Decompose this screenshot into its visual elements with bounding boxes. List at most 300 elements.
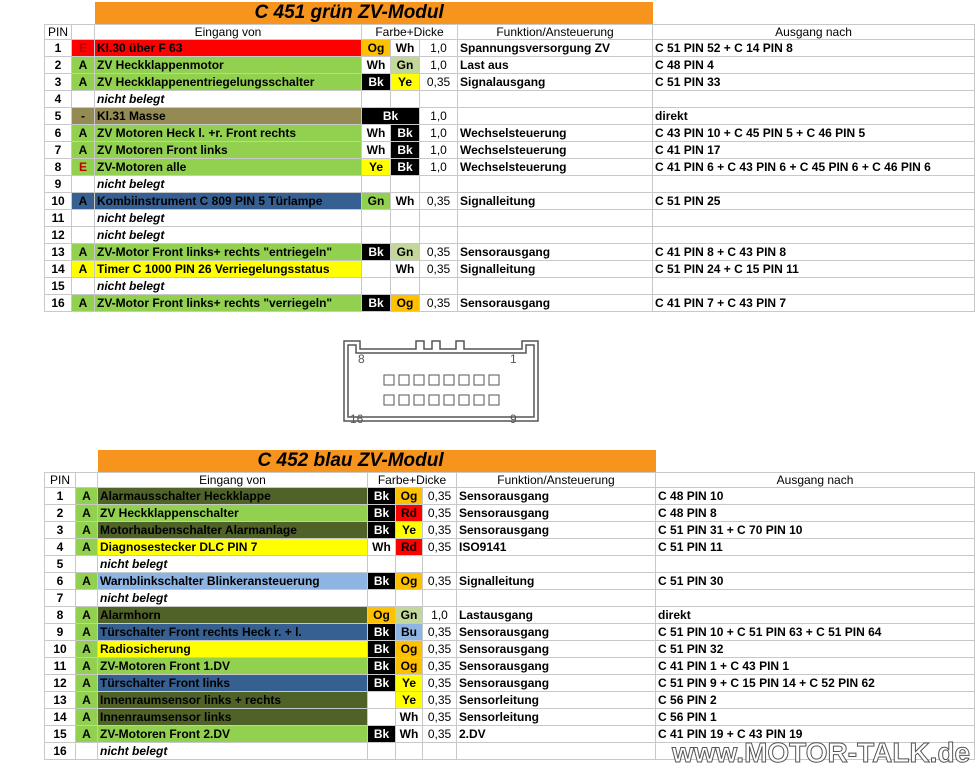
color1-cell: [368, 692, 396, 709]
color1-cell: [368, 590, 396, 607]
function-cell: [458, 91, 653, 108]
function-cell: [457, 743, 656, 760]
function-cell: Wechselsteuerung: [458, 125, 653, 142]
color2-cell: Ye: [396, 522, 423, 539]
pin-number: 5: [45, 556, 76, 573]
table-row: [45, 159, 975, 176]
color1-cell: Og: [368, 607, 396, 624]
pin-number: 11: [45, 210, 72, 227]
pin-number: 12: [45, 675, 76, 692]
description-cell: Warnblinkschalter Blinkeransteuerung: [98, 573, 368, 590]
description-cell: Innenraumsensor links + rechts: [98, 692, 368, 709]
function-cell: Sensorausgang: [458, 295, 653, 312]
thickness-cell: 0,35: [420, 244, 458, 261]
direction-cell: A: [72, 142, 95, 159]
table-row: [45, 624, 975, 641]
pin-number: 6: [45, 573, 76, 590]
c451-table: [44, 2, 975, 312]
color2-cell: Ye: [396, 692, 423, 709]
output-cell: C 41 PIN 19 + C 43 PIN 19: [656, 726, 975, 743]
thickness-cell: 0,35: [423, 658, 457, 675]
function-cell: Wechselsteuerung: [458, 142, 653, 159]
output-cell: C 41 PIN 6 + C 43 PIN 6 + C 45 PIN 6 + C 46 PIN 6: [653, 159, 975, 176]
pin-number: 8: [45, 159, 72, 176]
function-cell: ISO9141: [457, 539, 656, 556]
function-cell: [457, 590, 656, 607]
pin-number: 14: [45, 709, 76, 726]
motor-talk-watermark: www.MOTOR-TALK.de: [672, 737, 971, 768]
output-cell: C 41 PIN 7 + C 43 PIN 7: [653, 295, 975, 312]
output-cell: C 51 PIN 11: [656, 539, 975, 556]
pin-number: 16: [45, 295, 72, 312]
color2-cell: Rd: [396, 505, 423, 522]
table-row: [45, 227, 975, 244]
direction-cell: A: [76, 641, 98, 658]
description-cell: Türschalter Front rechts Heck r. + l.: [98, 624, 368, 641]
table-row: [45, 709, 975, 726]
output-cell: C 48 PIN 8: [656, 505, 975, 522]
connector-label-8: 8: [358, 352, 365, 366]
description-cell: ZV-Motoren Front 1.DV: [98, 658, 368, 675]
color1-cell: Bk: [368, 573, 396, 590]
pin-number: 4: [45, 91, 72, 108]
table-row: [45, 607, 975, 624]
color1-cell: Wh: [368, 539, 396, 556]
output-cell: [653, 227, 975, 244]
color2-cell: Wh: [391, 40, 420, 57]
table-row: [45, 244, 975, 261]
color2-cell: Ye: [396, 675, 423, 692]
pin-number: 9: [45, 624, 76, 641]
c452-title: C 452 blau ZV-Modul: [98, 450, 656, 473]
function-cell: Sensorausgang: [457, 675, 656, 692]
thickness-cell: [420, 210, 458, 227]
pin-number: 10: [45, 193, 72, 210]
color2-cell: Bu: [396, 624, 423, 641]
description-cell: Radiosicherung: [98, 641, 368, 658]
description-cell: Kombiinstrument C 809 PIN 5 Türlampe: [95, 193, 362, 210]
farbe-header: Farbe+Dicke: [368, 473, 457, 488]
output-cell: C 51 PIN 30: [656, 573, 975, 590]
pin-number: 7: [45, 142, 72, 159]
pin-number: 13: [45, 244, 72, 261]
description-cell: nicht belegt: [95, 278, 362, 295]
output-cell: C 51 PIN 24 + C 15 PIN 11: [653, 261, 975, 278]
color1-cell: [362, 261, 391, 278]
thickness-cell: 0,35: [420, 193, 458, 210]
output-cell: C 51 PIN 52 + C 14 PIN 8: [653, 40, 975, 57]
pin-header: PIN: [45, 473, 76, 488]
color1-cell: Bk: [362, 74, 391, 91]
connector-pin-slot: [399, 375, 409, 385]
thickness-cell: 0,35: [420, 295, 458, 312]
connector-pin-slot: [444, 395, 454, 405]
color1-cell: Ye: [362, 159, 391, 176]
function-cell: Sensorausgang: [458, 244, 653, 261]
c452-table: [44, 450, 975, 760]
color2-cell: [391, 91, 420, 108]
color2-cell: Bk: [391, 142, 420, 159]
output-cell: direkt: [653, 108, 975, 125]
description-cell: ZV-Motoren alle: [95, 159, 362, 176]
function-cell: [458, 176, 653, 193]
direction-cell: [72, 91, 95, 108]
function-cell: Sensorausgang: [457, 488, 656, 505]
pin-number: 3: [45, 74, 72, 91]
pin-number: 4: [45, 539, 76, 556]
function-cell: Signalleitung: [458, 261, 653, 278]
direction-cell: A: [72, 74, 95, 91]
description-cell: Alarmausschalter Heckklappe: [98, 488, 368, 505]
function-cell: Spannungsversorgung ZV: [458, 40, 653, 57]
thickness-cell: 1,0: [420, 40, 458, 57]
thickness-cell: 0,35: [423, 726, 457, 743]
direction-cell: A: [72, 193, 95, 210]
thickness-cell: 1,0: [420, 125, 458, 142]
color2-cell: Og: [396, 641, 423, 658]
thickness-cell: [420, 91, 458, 108]
direction-cell: [76, 556, 98, 573]
connector-pin-slot: [444, 375, 454, 385]
function-cell: Lastausgang: [457, 607, 656, 624]
farbe-header: Farbe+Dicke: [362, 25, 458, 40]
table-row: [45, 91, 975, 108]
ausgang-header: Ausgang nach: [653, 25, 975, 40]
color2-cell: Bk: [391, 159, 420, 176]
color1-cell: [362, 278, 391, 295]
color2-cell: [391, 176, 420, 193]
direction-cell: A: [76, 658, 98, 675]
color2-cell: Wh: [396, 709, 423, 726]
function-cell: 2.DV: [457, 726, 656, 743]
output-cell: C 51 PIN 9 + C 15 PIN 14 + C 52 PIN 62: [656, 675, 975, 692]
function-cell: Last aus: [458, 57, 653, 74]
color1-cell: Og: [362, 40, 391, 57]
table-row: [45, 295, 975, 312]
output-cell: [653, 91, 975, 108]
table-row: [45, 278, 975, 295]
direction-cell: A: [76, 573, 98, 590]
color1-cell: [362, 91, 391, 108]
color1-cell: [362, 210, 391, 227]
output-cell: C 56 PIN 1: [656, 709, 975, 726]
table-row: [45, 176, 975, 193]
output-cell: [653, 278, 975, 295]
color2-cell: Wh: [391, 193, 420, 210]
direction-cell: A: [76, 624, 98, 641]
output-cell: [653, 210, 975, 227]
direction-cell: A: [72, 295, 95, 312]
color1-cell: Wh: [362, 142, 391, 159]
connector-pin-slot: [474, 375, 484, 385]
connector-label-16: 16: [350, 412, 364, 426]
color1-cell: Gn: [362, 193, 391, 210]
thickness-cell: 0,35: [423, 692, 457, 709]
table-row: [45, 142, 975, 159]
table-row: [45, 108, 975, 125]
connector-pin-slot: [459, 395, 469, 405]
function-cell: Sensorausgang: [457, 641, 656, 658]
table-row: [45, 125, 975, 142]
output-cell: C 51 PIN 33: [653, 74, 975, 91]
output-cell: C 51 PIN 31 + C 70 PIN 10: [656, 522, 975, 539]
thickness-cell: [423, 743, 457, 760]
color2-cell: Bk: [391, 125, 420, 142]
connector-pin-slot: [429, 395, 439, 405]
table-row: [45, 522, 975, 539]
table-row: [45, 57, 975, 74]
direction-cell: E: [72, 40, 95, 57]
color2-cell: Rd: [396, 539, 423, 556]
color2-cell: Og: [391, 295, 420, 312]
connector-pin-slot: [429, 375, 439, 385]
output-cell: C 41 PIN 17: [653, 142, 975, 159]
thickness-cell: [420, 227, 458, 244]
connector-pin-slot: [489, 375, 499, 385]
color1-cell: [368, 556, 396, 573]
funktion-header: Funktion/Ansteuerung: [458, 25, 653, 40]
table-row: [45, 210, 975, 227]
output-cell: C 48 PIN 4: [653, 57, 975, 74]
color1-cell: [362, 176, 391, 193]
connector-pin-slot: [459, 375, 469, 385]
color2-cell: Gn: [391, 244, 420, 261]
description-cell: Timer C 1000 PIN 26 Verriegelungsstatus: [95, 261, 362, 278]
thickness-cell: 1,0: [420, 57, 458, 74]
description-cell: nicht belegt: [98, 556, 368, 573]
thickness-cell: [423, 556, 457, 573]
c451-title: C 451 grün ZV-Modul: [95, 2, 653, 25]
connector-diagram: [336, 337, 546, 427]
description-cell: nicht belegt: [95, 210, 362, 227]
thickness-cell: [420, 176, 458, 193]
direction-cell: A: [76, 505, 98, 522]
color1-cell: Bk: [368, 505, 396, 522]
direction-cell: [76, 743, 98, 760]
color1-cell: [362, 227, 391, 244]
color2-cell: Wh: [391, 261, 420, 278]
pin-number: 12: [45, 227, 72, 244]
thickness-cell: 1,0: [420, 159, 458, 176]
direction-cell: A: [76, 522, 98, 539]
thickness-cell: 1,0: [420, 108, 458, 125]
function-cell: Sensorausgang: [457, 624, 656, 641]
function-cell: [458, 278, 653, 295]
thickness-cell: 0,35: [423, 573, 457, 590]
description-cell: nicht belegt: [98, 743, 368, 760]
color1-cell: Bk: [368, 658, 396, 675]
color1-cell: Bk: [368, 624, 396, 641]
pin-number: 16: [45, 743, 76, 760]
direction-cell: E: [72, 159, 95, 176]
thickness-cell: 0,35: [423, 624, 457, 641]
funktion-header: Funktion/Ansteuerung: [457, 473, 656, 488]
connector-pin-slot: [489, 395, 499, 405]
color1-cell: Bk: [362, 295, 391, 312]
description-cell: Innenraumsensor links: [98, 709, 368, 726]
connector-pin-slot: [414, 395, 424, 405]
direction-cell: A: [72, 57, 95, 74]
eingang-header: Eingang von: [95, 25, 362, 40]
color1-cell: Bk: [368, 726, 396, 743]
color2-cell: Og: [396, 658, 423, 675]
table-row: [45, 556, 975, 573]
table-row: [45, 40, 975, 57]
color1-cell: Wh: [362, 57, 391, 74]
output-cell: [656, 556, 975, 573]
description-cell: Diagnosestecker DLC PIN 7: [98, 539, 368, 556]
thickness-cell: 0,35: [423, 709, 457, 726]
pin-number: 3: [45, 522, 76, 539]
pin-number: 11: [45, 658, 76, 675]
function-cell: [458, 210, 653, 227]
direction-cell: [72, 227, 95, 244]
color2-cell: Ye: [391, 74, 420, 91]
thickness-cell: 0,35: [420, 74, 458, 91]
direction-cell: [72, 278, 95, 295]
color1-cell: Bk: [362, 108, 420, 125]
thickness-cell: 0,35: [423, 641, 457, 658]
pin-header: PIN: [45, 25, 72, 40]
pin-number: 2: [45, 57, 72, 74]
pin-number: 8: [45, 607, 76, 624]
output-cell: C 43 PIN 10 + C 45 PIN 5 + C 46 PIN 5: [653, 125, 975, 142]
description-cell: ZV Motoren Front links: [95, 142, 362, 159]
connector-pin-slot: [384, 395, 394, 405]
table-row: [45, 74, 975, 91]
pin-number: 5: [45, 108, 72, 125]
table-row: [45, 573, 975, 590]
direction-cell: A: [72, 261, 95, 278]
thickness-cell: 1,0: [420, 142, 458, 159]
description-cell: nicht belegt: [95, 91, 362, 108]
table-row: [45, 539, 975, 556]
pin-number: 7: [45, 590, 76, 607]
direction-cell: [72, 210, 95, 227]
function-cell: Sensorleitung: [457, 692, 656, 709]
description-cell: Türschalter Front links: [98, 675, 368, 692]
color1-cell: Bk: [362, 244, 391, 261]
color2-cell: Og: [396, 488, 423, 505]
connector-pin-slot: [399, 395, 409, 405]
thickness-cell: 0,35: [423, 539, 457, 556]
ausgang-header: Ausgang nach: [656, 473, 975, 488]
thickness-cell: [423, 590, 457, 607]
direction-cell: A: [72, 244, 95, 261]
color2-cell: [396, 556, 423, 573]
color1-cell: Bk: [368, 641, 396, 658]
direction-cell: A: [76, 488, 98, 505]
pin-number: 1: [45, 488, 76, 505]
color2-cell: [391, 278, 420, 295]
direction-cell: A: [72, 125, 95, 142]
description-cell: ZV Heckklappenschalter: [98, 505, 368, 522]
table-row: [45, 488, 975, 505]
description-cell: ZV Heckklappenentriegelungsschalter: [95, 74, 362, 91]
color1-cell: Bk: [368, 675, 396, 692]
function-cell: [458, 227, 653, 244]
direction-cell: A: [76, 709, 98, 726]
function-cell: Sensorausgang: [457, 522, 656, 539]
direction-cell: A: [76, 692, 98, 709]
direction-cell: A: [76, 607, 98, 624]
color2-cell: [391, 227, 420, 244]
output-cell: C 48 PIN 10: [656, 488, 975, 505]
output-cell: C 51 PIN 32: [656, 641, 975, 658]
color1-cell: Bk: [368, 488, 396, 505]
function-cell: Signalausgang: [458, 74, 653, 91]
description-cell: ZV-Motoren Front 2.DV: [98, 726, 368, 743]
output-cell: [656, 590, 975, 607]
pin-number: 15: [45, 278, 72, 295]
table-row: [45, 261, 975, 278]
function-cell: Signalleitung: [458, 193, 653, 210]
description-cell: Motorhaubenschalter Alarmanlage: [98, 522, 368, 539]
color2-cell: [396, 590, 423, 607]
color1-cell: [368, 709, 396, 726]
description-cell: nicht belegt: [95, 227, 362, 244]
table-row: [45, 692, 975, 709]
thickness-cell: 0,35: [423, 675, 457, 692]
color2-cell: Gn: [391, 57, 420, 74]
description-cell: Kl.30 über F 63: [95, 40, 362, 57]
pin-number: 10: [45, 641, 76, 658]
function-cell: [457, 556, 656, 573]
description-cell: ZV-Motor Front links+ rechts "verriegeln": [95, 295, 362, 312]
direction-cell: [72, 176, 95, 193]
color2-cell: Gn: [396, 607, 423, 624]
connector-pin-slot: [474, 395, 484, 405]
color2-cell: [391, 210, 420, 227]
description-cell: ZV-Motor Front links+ rechts "entriegeln": [95, 244, 362, 261]
pin-number: 15: [45, 726, 76, 743]
description-cell: Alarmhorn: [98, 607, 368, 624]
thickness-cell: 1,0: [423, 607, 457, 624]
output-cell: C 41 PIN 1 + C 43 PIN 1: [656, 658, 975, 675]
direction-cell: A: [76, 726, 98, 743]
function-cell: Signalleitung: [457, 573, 656, 590]
thickness-cell: 0,35: [423, 505, 457, 522]
table-row: [45, 193, 975, 210]
pin-number: 9: [45, 176, 72, 193]
function-cell: [458, 108, 653, 125]
connector-pin-slot: [384, 375, 394, 385]
function-cell: Sensorausgang: [457, 505, 656, 522]
pin-number: 6: [45, 125, 72, 142]
table-row: [45, 658, 975, 675]
table-row: [45, 505, 975, 522]
output-cell: C 51 PIN 25: [653, 193, 975, 210]
color2-cell: Wh: [396, 726, 423, 743]
connector-pin-slot: [414, 375, 424, 385]
table-row: [45, 590, 975, 607]
pin-number: 14: [45, 261, 72, 278]
output-cell: C 56 PIN 2: [656, 692, 975, 709]
output-cell: [653, 176, 975, 193]
table-row: [45, 675, 975, 692]
description-cell: Kl.31 Masse: [95, 108, 362, 125]
description-cell: nicht belegt: [95, 176, 362, 193]
output-cell: direkt: [656, 607, 975, 624]
function-cell: Sensorausgang: [457, 658, 656, 675]
description-cell: ZV Heckklappenmotor: [95, 57, 362, 74]
pin-number: 1: [45, 40, 72, 57]
direction-cell: A: [76, 539, 98, 556]
connector-label-9: 9: [510, 412, 517, 426]
connector-label-1: 1: [510, 352, 517, 366]
description-cell: nicht belegt: [98, 590, 368, 607]
output-cell: C 51 PIN 10 + C 51 PIN 63 + C 51 PIN 64: [656, 624, 975, 641]
